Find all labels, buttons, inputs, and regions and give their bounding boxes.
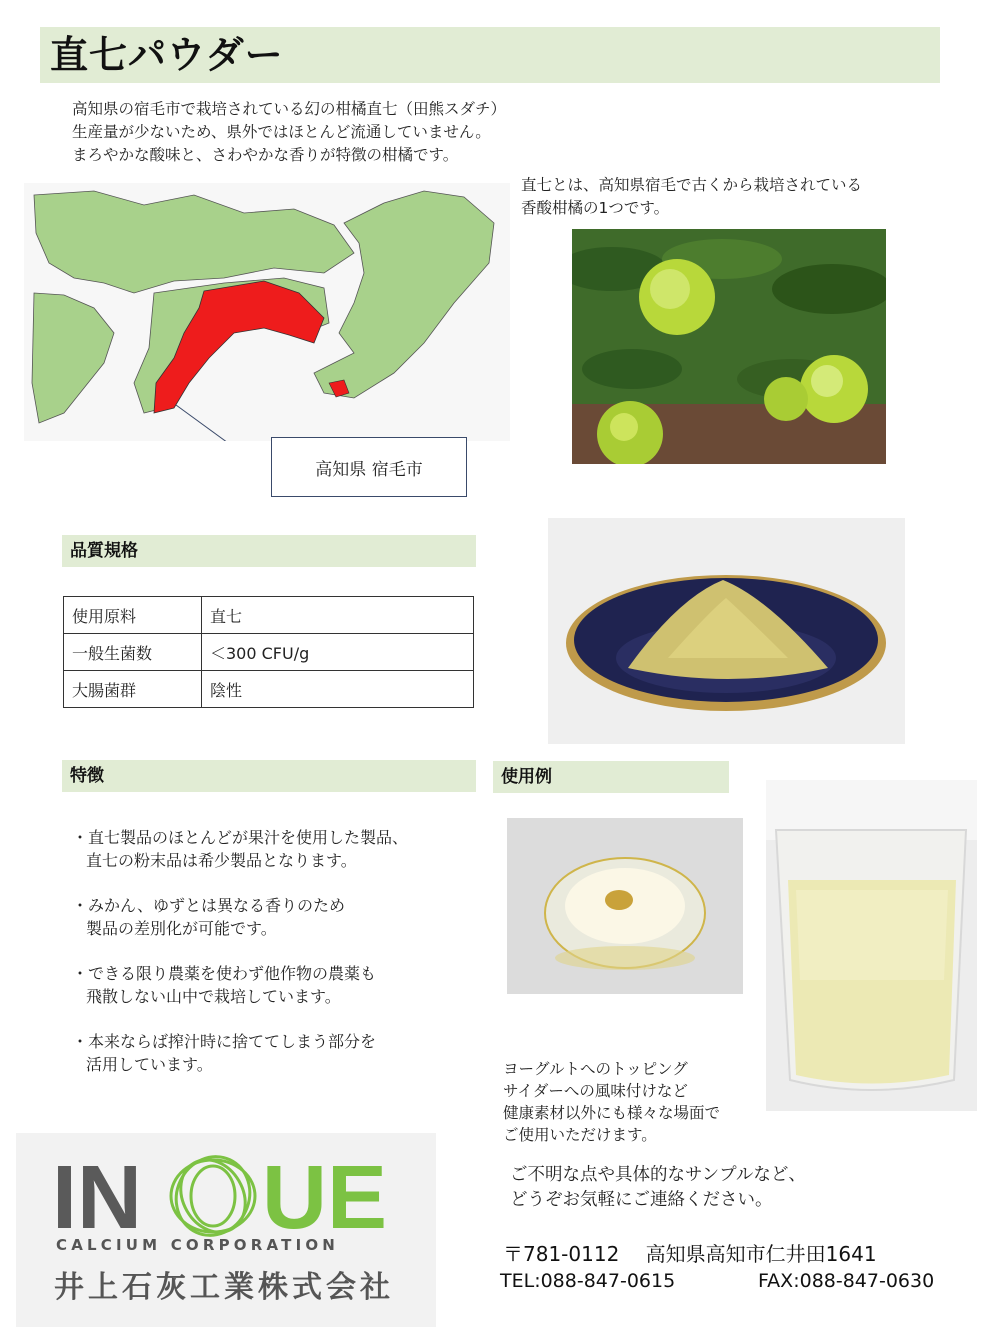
table-cell-label: 一般生菌数 bbox=[64, 634, 202, 671]
intro-text bbox=[72, 98, 506, 167]
usage-line: ヨーグルトへのトッピング bbox=[503, 1060, 688, 1078]
table-row bbox=[64, 634, 474, 671]
list-item bbox=[72, 1030, 408, 1076]
features-heading-bar bbox=[62, 760, 476, 792]
sudachi-description bbox=[521, 174, 862, 220]
feature-line: ・直七製品のほとんどが果汁を使用した製品、 bbox=[72, 828, 409, 847]
intro-line: まろやかな酸味と、さわやかな香りが特徴の柑橘です。 bbox=[72, 146, 459, 164]
feature-line: 製品の差別化が可能です。 bbox=[86, 919, 277, 938]
tel-number: TEL:088-847-0615 bbox=[500, 1270, 676, 1292]
usage-line: サイダーへの風味付けなど bbox=[503, 1082, 688, 1100]
quality-heading-bar bbox=[62, 535, 476, 567]
company-name-jp: 井上石灰工業株式会社 bbox=[54, 1270, 394, 1305]
contact-message bbox=[510, 1163, 806, 1213]
sudachi-line: 直七とは、高知県宿毛で古くから栽培されている bbox=[521, 176, 863, 194]
usage-text bbox=[503, 1058, 720, 1146]
sudachi-line: 香酸柑橘の1つです。 bbox=[521, 199, 670, 217]
quality-table bbox=[63, 596, 474, 708]
logo-ring-icon bbox=[163, 1145, 262, 1243]
contact-line: どうぞお気軽にご連絡ください。 bbox=[510, 1190, 773, 1210]
feature-line: 直七の粉末品は希少製品となります。 bbox=[86, 851, 357, 870]
map-image bbox=[24, 183, 510, 441]
usage-heading-bar bbox=[493, 761, 729, 793]
quality-heading: 品質規格 bbox=[70, 541, 138, 561]
list-item bbox=[72, 962, 408, 1008]
intro-line: 高知県の宿毛市で栽培されている幻の柑橘直七（田熊スダチ） bbox=[72, 100, 507, 118]
list-item bbox=[72, 826, 408, 872]
feature-line: ・みかん、ゆずとは異なる香りのため bbox=[72, 896, 345, 915]
table-cell-value: ＜300 CFU/g bbox=[202, 634, 474, 671]
features-list bbox=[72, 826, 408, 1098]
feature-line: 飛散しない山中で栽培しています。 bbox=[86, 987, 341, 1006]
feature-line: 活用しています。 bbox=[86, 1055, 213, 1074]
usage-line: ご使用いただけます。 bbox=[503, 1126, 657, 1144]
citrus-tree-photo bbox=[572, 229, 886, 464]
contact-line: ご不明な点や具体的なサンプルなど、 bbox=[510, 1165, 806, 1185]
list-item bbox=[72, 894, 408, 940]
yogurt-photo bbox=[507, 818, 743, 994]
table-cell-label: 使用原料 bbox=[64, 597, 202, 634]
logo-letters-left: IN bbox=[52, 1148, 142, 1243]
features-heading: 特徴 bbox=[70, 766, 104, 786]
feature-line: ・本来ならば搾汁時に捨ててしまう部分を bbox=[72, 1032, 377, 1051]
table-cell-label: 大腸菌群 bbox=[64, 671, 202, 708]
table-cell-value: 陰性 bbox=[202, 671, 474, 708]
map-callout: 高知県 宿毛市 bbox=[271, 437, 467, 497]
logo-letters-right: UE bbox=[262, 1148, 388, 1243]
page-title: 直七パウダー bbox=[50, 33, 284, 77]
table-cell-value: 直七 bbox=[202, 597, 474, 634]
intro-line: 生産量が少ないため、県外ではほとんど流通していません。 bbox=[72, 123, 491, 141]
usage-heading: 使用例 bbox=[501, 767, 552, 787]
powder-bowl-photo bbox=[548, 518, 905, 744]
usage-line: 健康素材以外にも様々な場面で bbox=[503, 1104, 721, 1122]
logo-subtitle: CALCIUM CORPORATION bbox=[56, 1236, 340, 1254]
quality-table-wrap bbox=[63, 596, 474, 708]
address: 〒781-0112 高知県高知市仁井田1641 bbox=[503, 1242, 877, 1266]
feature-line: ・できる限り農薬を使わず他作物の農薬も bbox=[72, 964, 377, 983]
cider-glass-photo bbox=[766, 780, 977, 1111]
table-row bbox=[64, 671, 474, 708]
fax-number: FAX:088-847-0630 bbox=[758, 1270, 935, 1292]
table-row bbox=[64, 597, 474, 634]
